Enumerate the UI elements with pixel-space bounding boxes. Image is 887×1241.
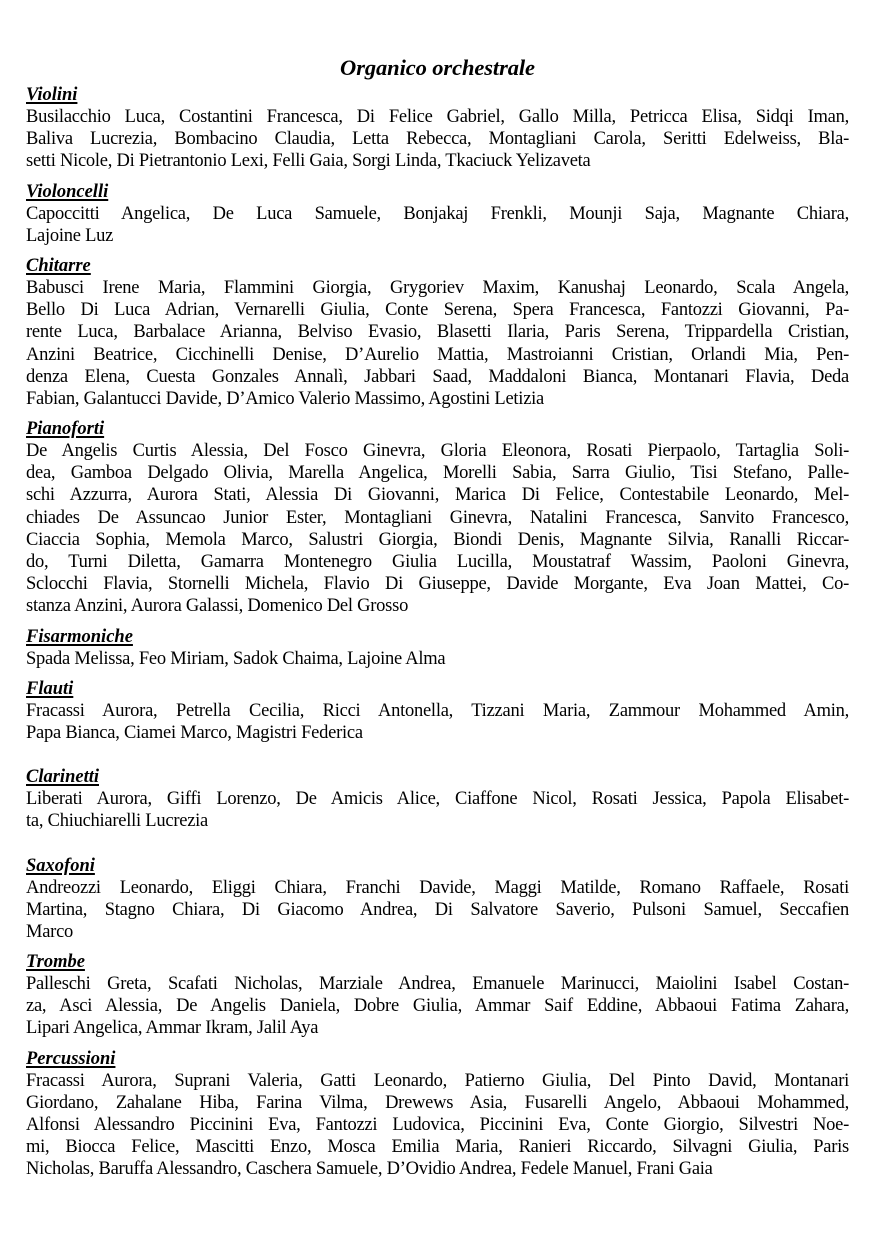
member-list-line: stanza Anzini, Aurora Galassi, Domenico Del Grosso — [26, 596, 409, 617]
member-list-line: Bello Di Luca Adrian, Vernarelli Giulia, Conte Serena, Spera Francesca, Fantozzi Giovanni, Pa- — [26, 300, 849, 321]
member-list-line: rente Luca, Barbalace Arianna, Belviso Evasio, Blasetti Ilaria, Paris Serena, Trippardella Cristian, — [26, 322, 849, 343]
section-percussioni — [26, 1048, 849, 1181]
member-list-line: Anzini Beatrice, Cicchinelli Denise, D’Aurelio Mattia, Mastroianni Cristian, Orlandi Mia, Pen- — [26, 344, 849, 365]
member-list-line: Marco — [26, 921, 74, 942]
member-list-line: Ciaccia Sophia, Memola Marco, Salustri Giorgia, Biondi Denis, Magnante Silvia, Ranalli Riccar- — [26, 529, 849, 550]
section-spacer — [26, 410, 849, 418]
section-trombe — [26, 951, 849, 1040]
member-list-line: dea, Gamboa Delgado Olivia, Marella Angelica, Morelli Sabia, Sarra Giulio, Tisi Stefano, Palle- — [26, 463, 849, 484]
member-list-line: schi Azzurra, Aurora Stati, Alessia Di Giovanni, Marica Di Felice, Contestabile Leonardo, Mel- — [26, 485, 849, 506]
section-heading: Percussioni — [26, 1048, 116, 1069]
document-title: Organico orchestrale — [340, 55, 535, 80]
member-list-line: mi, Biocca Felice, Mascitti Enzo, Mosca Emilia Maria, Ranieri Riccardo, Silvagni Giulia, Paris — [26, 1137, 849, 1158]
section-spacer — [26, 247, 849, 255]
section-heading: Trombe — [26, 952, 85, 973]
section-chitarre — [26, 255, 849, 410]
member-list-line: Sclocchi Flavia, Stornelli Michela, Flavio Di Giuseppe, Davide Morgante, Eva Joan Mattei, Co- — [26, 574, 849, 595]
member-list-line: denza Elena, Cuesta Gonzales Annalì, Jabbari Saad, Maddaloni Bianca, Montanari Flavia, Deda — [26, 366, 849, 387]
section-spacer — [26, 943, 849, 951]
member-list-line: Papa Bianca, Ciamei Marco, Magistri Federica — [26, 722, 363, 743]
section-heading: Violini — [26, 85, 78, 105]
member-list-line: Babusci Irene Maria, Flammini Giorgia, Grygoriev Maxim, Kanushaj Leonardo, Scala Angela, — [26, 277, 849, 298]
member-list-line: Spada Melissa, Feo Miriam, Sadok Chaima, Lajoine Alma — [26, 648, 446, 669]
section-heading: Pianoforti — [26, 419, 105, 440]
member-list-line: Liberati Aurora, Giffi Lorenzo, De Amicis Alice, Ciaffone Nicol, Rosati Jessica, Papola Elisabet- — [26, 789, 849, 810]
section-heading: Fisarmoniche — [26, 626, 133, 647]
member-list-line: Lipari Angelica, Ammar Ikram, Jalil Aya — [26, 1018, 319, 1039]
member-list-line: Fabian, Galantucci Davide, D’Amico Valerio Massimo, Agostini Letizia — [26, 388, 545, 409]
member-list-line: Busilacchio Luca, Costantini Francesca, Di Felice Gabriel, Gallo Milla, Petricca Elisa, Sidqi Iman, — [26, 107, 849, 127]
section-spacer — [26, 173, 849, 181]
member-list-line: Baliva Lucrezia, Bombacino Claudia, Letta Rebecca, Montagliani Carola, Seritti Edelweiss, Bla- — [26, 129, 849, 150]
section-heading: Clarinetti — [26, 767, 99, 788]
member-list-line: De Angelis Curtis Alessia, Del Fosco Ginevra, Gloria Eleonora, Rosati Pierpaolo, Tartaglia Soli- — [26, 441, 849, 462]
section-spacer — [26, 670, 849, 678]
member-list-line: chiades De Assuncao Junior Ester, Montagliani Ginevra, Natalini Francesca, Sanvito Francesco, — [26, 507, 849, 528]
member-list-line: Fracassi Aurora, Petrella Cecilia, Ricci Antonella, Tizzani Maria, Zammour Mohammed Amin, — [26, 700, 849, 721]
sections-container — [26, 84, 849, 1181]
member-list-line: za, Asci Alessia, De Angelis Daniela, Dobre Giulia, Ammar Saif Eddine, Abbaoui Fatima Zahara, — [26, 996, 849, 1017]
section-violini — [26, 84, 849, 173]
section-fisarmoniche — [26, 626, 849, 670]
member-list-line: Martina, Stagno Chiara, Di Giacomo Andrea, Di Salvatore Saverio, Pulsoni Samuel, Seccafien — [26, 899, 849, 920]
section-clarinetti — [26, 766, 849, 832]
section-spacer — [26, 1040, 849, 1048]
member-list-line: Lajoine Luz — [26, 225, 114, 246]
section-spacer — [26, 833, 849, 855]
section-heading: Chitarre — [26, 255, 91, 276]
member-list-line: do, Turni Diletta, Gamarra Montenegro Giulia Lucilla, Moustatraf Wassim, Paoloni Ginevra, — [26, 552, 849, 572]
section-violoncelli — [26, 181, 849, 247]
section-flauti — [26, 678, 849, 744]
section-pianoforti — [26, 418, 849, 618]
member-list-line: Capoccitti Angelica, De Luca Samuele, Bonjakaj Frenkli, Mounji Saja, Magnante Chiara, — [26, 203, 849, 224]
member-list-line: Alfonsi Alessandro Piccinini Eva, Fantozzi Ludovica, Piccinini Eva, Conte Giorgio, Silvestri Noe- — [26, 1115, 849, 1135]
section-spacer — [26, 744, 849, 766]
member-list-line: Andreozzi Leonardo, Eliggi Chiara, Franchi Davide, Maggi Matilde, Romano Raffaele, Rosati — [26, 877, 849, 898]
member-list-line: Palleschi Greta, Scafati Nicholas, Marziale Andrea, Emanuele Marinucci, Maiolini Isabel Costan- — [26, 974, 849, 995]
section-heading: Violoncelli — [26, 181, 109, 202]
section-saxofoni — [26, 855, 849, 944]
section-heading: Saxofoni — [26, 855, 95, 876]
member-list-line: Nicholas, Baruffa Alessandro, Caschera Samuele, D’Ovidio Andrea, Fedele Manuel, Frani Gaia — [26, 1159, 713, 1180]
member-list-line: ta, Chiuchiarelli Lucrezia — [26, 811, 209, 832]
document-page — [26, 54, 849, 1181]
member-list-line: Fracassi Aurora, Suprani Valeria, Gatti Leonardo, Patierno Giulia, Del Pinto David, Montanari — [26, 1070, 849, 1091]
section-spacer — [26, 618, 849, 626]
member-list-line: Giordano, Zahalane Hiba, Farina Vilma, Drewews Asia, Fusarelli Angelo, Abbaoui Mohammed, — [26, 1092, 849, 1113]
member-list-line: setti Nicole, Di Pietrantonio Lexi, Felli Gaia, Sorgi Linda, Tkaciuck Yelizaveta — [26, 151, 591, 172]
section-heading: Flauti — [26, 678, 74, 699]
